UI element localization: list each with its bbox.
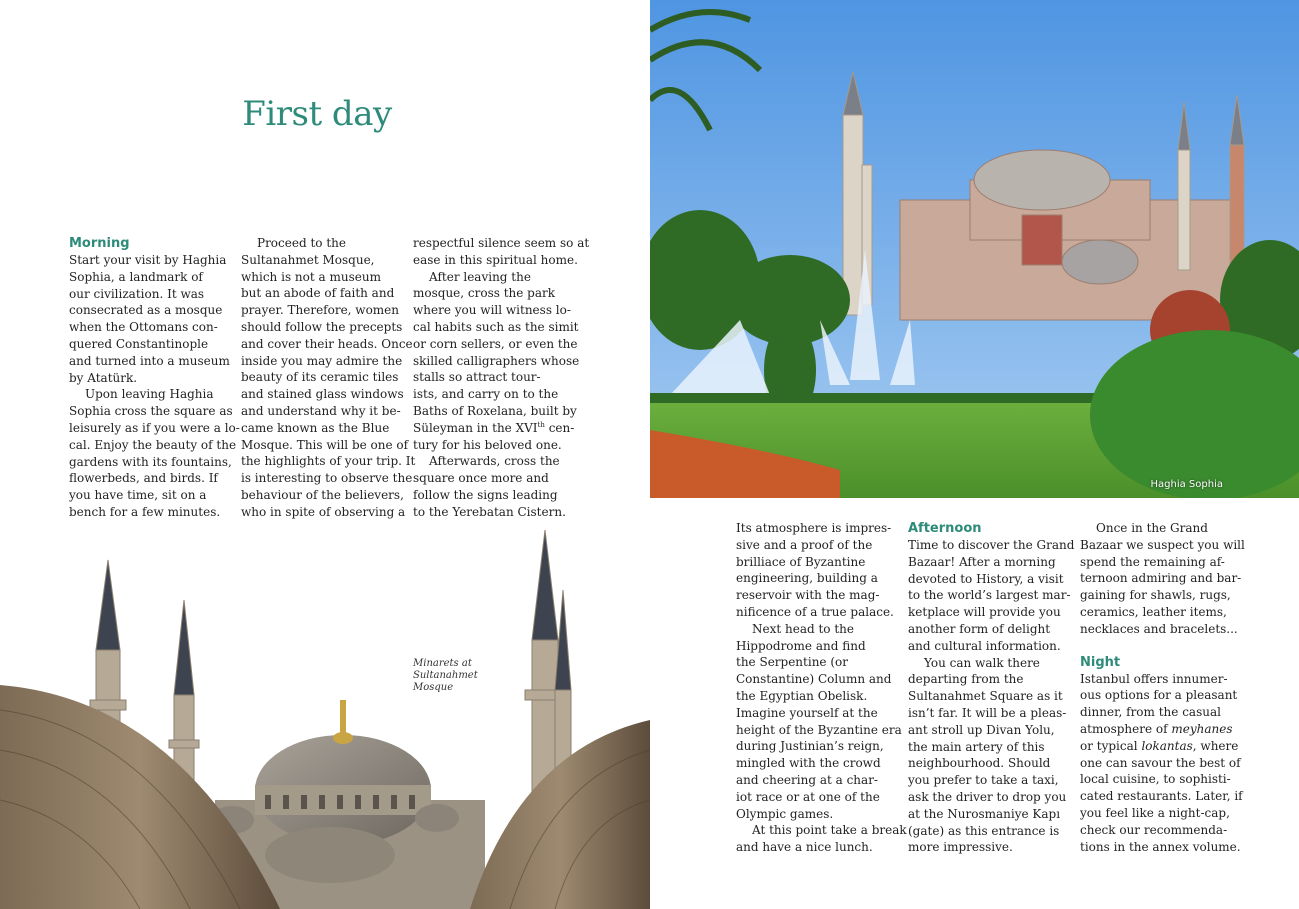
text-line: gardens with its fountains, xyxy=(69,454,232,469)
text-line: you feel like a night-cap, xyxy=(1080,805,1230,820)
text-line: Olympic games. xyxy=(736,806,834,821)
text-line: should follow the precepts xyxy=(241,319,403,334)
text-line: you prefer to take a taxi, xyxy=(908,773,1059,788)
text-line: leisurely as if you were a lo- xyxy=(69,420,240,435)
haghia-sophia-caption: Haghia Sophia xyxy=(1150,479,1223,490)
caption-line: Minarets at xyxy=(413,658,472,669)
text-line: the Egyptian Obelisk. xyxy=(736,688,868,703)
text-line: bench for a few minutes. xyxy=(69,504,221,519)
text-line: our civilization. It was xyxy=(69,286,205,301)
text-line xyxy=(1080,721,1245,738)
text-fragment: , where xyxy=(1192,738,1239,753)
text-line: ous options for a pleasant xyxy=(1080,688,1238,703)
paragraph-spacer xyxy=(1080,638,1245,654)
text-line: height of the Byzantine era xyxy=(736,722,902,737)
text-line: to the Yerebatan Cistern. xyxy=(413,504,566,519)
text-line: Start your visit by Haghia xyxy=(69,253,227,267)
text-line: Once in the Grand xyxy=(1096,521,1208,535)
text-line: neighbourhood. Should xyxy=(908,756,1051,771)
text-line: mingled with the crowd xyxy=(736,756,881,771)
text-line: necklaces and bracelets... xyxy=(1080,621,1238,636)
text-fragment: Süleyman in the XVI xyxy=(413,420,538,435)
text-fragment: cen- xyxy=(544,420,575,435)
text-line: ternoon admiring and bar- xyxy=(1080,571,1242,586)
text-line: the main artery of this xyxy=(908,739,1045,754)
text-line: Bazaar we suspect you will xyxy=(1080,537,1245,552)
text-line: by Atatürk. xyxy=(69,370,138,385)
text-line: Istanbul offers innumer- xyxy=(1080,671,1228,686)
text-line: brilliace of Byzantine xyxy=(736,554,866,569)
text-line: sive and a proof of the xyxy=(736,537,873,552)
text-line: beauty of its ceramic tiles xyxy=(241,370,399,385)
text-line: and cheering at a char- xyxy=(736,772,878,787)
text-line: one can savour the best of xyxy=(1080,755,1241,770)
text-line: iot race or at one of the xyxy=(736,789,880,804)
text-line: quered Constantinople xyxy=(69,336,209,351)
text-line: when the Ottomans con- xyxy=(69,320,218,335)
morning-column-1 xyxy=(69,235,240,521)
text-line: Sultanahmet Square as it xyxy=(908,689,1063,704)
text-line: devoted to History, a visit xyxy=(908,571,1064,586)
text-line: (gate) as this entrance is xyxy=(908,823,1060,838)
text-line: reservoir with the mag- xyxy=(736,588,880,603)
text-line: which is not a museum xyxy=(241,269,381,284)
text-line: another form of delight xyxy=(908,621,1051,636)
right-page xyxy=(650,0,1299,909)
page-title: First day xyxy=(242,94,392,134)
text-line: tions in the annex volume. xyxy=(1080,839,1241,854)
text-line: is interesting to observe the xyxy=(241,471,413,486)
text-line: dinner, from the casual xyxy=(1080,705,1221,720)
text-line: cal habits such as the simit xyxy=(413,319,579,334)
text-line: After leaving the xyxy=(429,269,531,284)
right-column-1 xyxy=(736,520,907,856)
text-line: came known as the Blue xyxy=(241,420,390,435)
caption-line: Sultanahmet xyxy=(413,670,478,681)
text-line: Constantine) Column and xyxy=(736,672,892,687)
text-line: and cultural information. xyxy=(908,638,1061,653)
text-line: cal. Enjoy the beauty of the xyxy=(69,437,237,452)
text-line: ease in this spiritual home. xyxy=(413,252,578,267)
text-line: spend the remaining af- xyxy=(1080,554,1225,569)
text-line: Sophia cross the square as xyxy=(69,404,233,419)
text-line: gaining for shawls, rugs, xyxy=(1080,588,1231,603)
text-line: the highlights of your trip. It xyxy=(241,454,416,469)
text-line: and understand why it be- xyxy=(241,403,401,418)
text-line: square once more and xyxy=(413,471,549,486)
text-line: ant stroll up Divan Yolu, xyxy=(908,722,1055,737)
text-line: to the world’s largest mar- xyxy=(908,588,1071,603)
text-line: Proceed to the xyxy=(257,236,346,250)
text-line: mosque, cross the park xyxy=(413,286,556,301)
italic-term: lokantas xyxy=(1141,738,1193,753)
text-line: and turned into a museum xyxy=(69,353,230,368)
night-heading: Night xyxy=(1080,654,1121,670)
text-line: Bazaar! After a morning xyxy=(908,554,1056,569)
text-line: engineering, building a xyxy=(736,571,878,586)
italic-term: meyhanes xyxy=(1171,721,1233,736)
text-line: ceramics, leather items, xyxy=(1080,604,1227,619)
minarets-caption xyxy=(413,658,478,694)
text-line: or corn sellers, or even the xyxy=(413,336,578,351)
evening-column xyxy=(1080,520,1245,855)
text-line xyxy=(413,420,589,437)
text-line: follow the signs leading xyxy=(413,487,558,502)
text-line: skilled calligraphers whose xyxy=(413,353,580,368)
text-fragment: or typical xyxy=(1080,738,1142,753)
text-line: the Serpentine (or xyxy=(736,655,848,670)
text-line: cated restaurants. Later, if xyxy=(1080,789,1243,804)
text-line: nificence of a true palace. xyxy=(736,604,894,619)
text-line: respectful silence seem so at xyxy=(413,236,590,250)
text-line: inside you may admire the xyxy=(241,353,403,368)
text-line: local cuisine, to sophisti- xyxy=(1080,772,1231,787)
text-line: Sultanahmet Mosque, xyxy=(241,252,375,267)
text-line: tury for his beloved one. xyxy=(413,437,562,452)
text-line: but an abode of faith and xyxy=(241,286,395,301)
text-line: Afterwards, cross the xyxy=(429,454,560,469)
text-line: Next head to the xyxy=(752,621,854,636)
text-line: and have a nice lunch. xyxy=(736,840,873,855)
text-line: prayer. Therefore, women xyxy=(241,303,400,318)
morning-column-2 xyxy=(241,235,415,521)
afternoon-heading: Afternoon xyxy=(908,521,982,536)
text-line: Mosque. This will be one of xyxy=(241,437,409,452)
sultanahmet-mosque-photo xyxy=(0,520,650,909)
text-fragment: atmosphere of xyxy=(1080,721,1172,736)
morning-column-3 xyxy=(413,235,589,521)
text-line: ketplace will provide you xyxy=(908,605,1061,620)
text-line: departing from the xyxy=(908,672,1024,687)
text-line: Imagine yourself at the xyxy=(736,705,878,720)
text-line xyxy=(1080,738,1245,755)
text-line: Baths of Roxelana, built by xyxy=(413,403,577,418)
text-line: consecrated as a mosque xyxy=(69,303,223,318)
text-line: Sophia, a landmark of xyxy=(69,269,203,284)
text-line: and stained glass windows xyxy=(241,387,404,402)
text-line: more impressive. xyxy=(908,840,1013,855)
caption-line: Mosque xyxy=(413,682,454,693)
text-line: check our recommenda- xyxy=(1080,822,1228,837)
text-line: Hippodrome and find xyxy=(736,638,866,653)
text-line: behaviour of the believers, xyxy=(241,487,404,502)
text-line: at the Nurosmaniye Kapı xyxy=(908,806,1061,821)
text-line: stalls so attract tour- xyxy=(413,370,541,385)
morning-heading: Morning xyxy=(69,236,130,251)
superscript: th xyxy=(537,420,545,429)
text-line: Its atmosphere is impres- xyxy=(736,521,892,535)
text-line: and cover their heads. Once xyxy=(241,336,413,351)
text-line: where you will witness lo- xyxy=(413,303,571,318)
text-line: At this point take a break xyxy=(752,823,907,838)
text-line: Time to discover the Grand xyxy=(908,538,1075,552)
text-line: ask the driver to drop you xyxy=(908,789,1067,804)
text-line: isn’t far. It will be a pleas- xyxy=(908,705,1067,720)
afternoon-column xyxy=(908,520,1074,856)
haghia-sophia-photo xyxy=(650,0,1299,498)
text-line: during Justinian’s reign, xyxy=(736,739,884,754)
text-line: Upon leaving Haghia xyxy=(85,387,214,402)
text-line: You can walk there xyxy=(924,655,1040,670)
text-line: flowerbeds, and birds. If xyxy=(69,471,218,486)
text-line: you have time, sit on a xyxy=(69,488,207,503)
text-line: ists, and carry on to the xyxy=(413,387,559,402)
text-line: who in spite of observing a xyxy=(241,504,406,519)
